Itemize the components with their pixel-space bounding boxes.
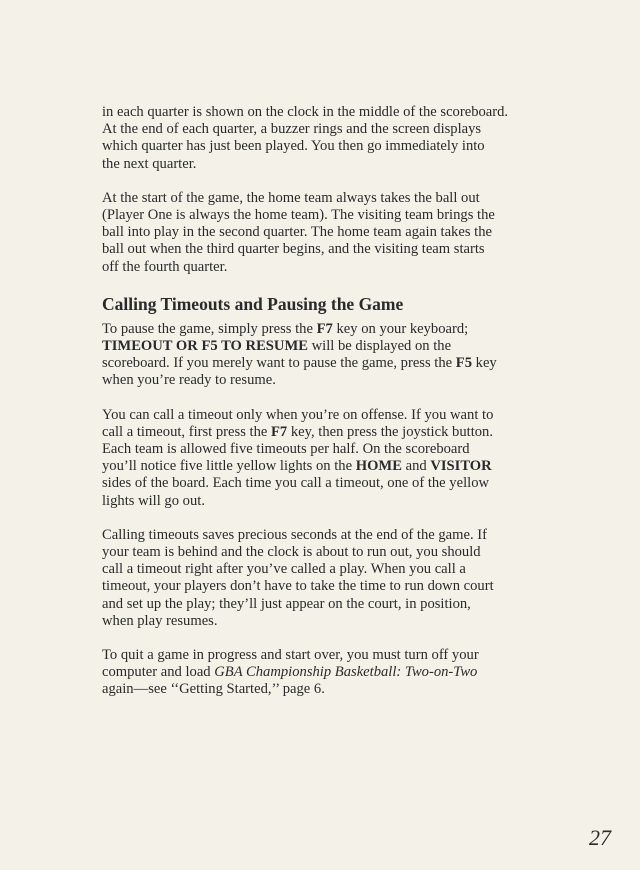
paragraph-pause-game: [102, 321, 542, 390]
text-line: (Player One is always the home team). The visiting team brings the: [102, 207, 495, 224]
text-line: [102, 338, 542, 355]
text-fragment: key on your keyboard;: [332, 320, 469, 337]
paragraph-quit-game: [102, 647, 542, 699]
text-line: in each quarter is shown on the clock in the middle of the scoreboard.: [102, 104, 509, 120]
text-fragment: and: [401, 458, 431, 475]
text-fragment: key: [472, 355, 497, 372]
page-number: 27: [589, 825, 611, 850]
text-line: which quarter has just been played. You then go immediately into: [102, 138, 485, 155]
scoreboard-label-visitor: VISITOR: [430, 458, 492, 475]
text-line: timeout, your players don’t have to take the time to run down court: [102, 578, 494, 595]
text-line: ball out when the third quarter begins, and the visiting team starts: [102, 241, 485, 258]
key-name: F7: [271, 423, 288, 440]
text-line: lights will go out.: [102, 492, 205, 509]
text-fragment: scoreboard. If you merely want to pause the game, press the: [102, 355, 456, 372]
paragraph-quarter-clock: [102, 104, 542, 173]
text-line: when you’re ready to resume.: [102, 372, 276, 389]
game-title: GBA Championship Basketball: Two-on-Two: [214, 664, 478, 681]
section-heading: Calling Timeouts and Pausing the Game: [102, 293, 404, 314]
text-fragment: you’ll notice five little yellow lights on the: [102, 458, 356, 475]
text-line: off the fourth quarter.: [102, 258, 228, 275]
text-fragment: call a timeout, first press the: [102, 423, 271, 440]
text-line: At the start of the game, the home team always takes the ball out: [102, 189, 480, 206]
text-line: ball into play in the second quarter. The home team again takes the: [102, 224, 492, 241]
text-line: again—see ‘‘Getting Started,’’ page 6.: [102, 681, 325, 698]
paragraph-ball-possession: [102, 190, 542, 276]
scoreboard-label-home: HOME: [355, 458, 402, 475]
text-line: Each team is allowed five timeouts per half. On the scoreboard: [102, 441, 470, 458]
text-line: your team is behind and the clock is about to run out, you should: [102, 544, 481, 561]
text-line: [102, 664, 542, 681]
page-body: [102, 104, 542, 716]
text-line: At the end of each quarter, a buzzer rings and the screen displays: [102, 121, 482, 138]
text-line: [102, 424, 542, 441]
key-name: F5: [455, 355, 472, 372]
text-line: [102, 321, 542, 338]
text-line: To quit a game in progress and start over, you must turn off your: [102, 647, 479, 664]
text-fragment: key, then press the joystick button.: [287, 423, 493, 440]
text-fragment: will be displayed on the: [307, 338, 452, 355]
text-line: the next quarter.: [102, 155, 197, 172]
text-line: Calling timeouts saves precious seconds at the end of the game. If: [102, 526, 488, 543]
text-fragment: computer and load: [102, 664, 215, 681]
key-name: F7: [316, 320, 333, 337]
text-line: sides of the board. Each time you call a timeout, one of the yellow: [102, 475, 490, 492]
text-line: and set up the play; they’ll just appear on the court, in position,: [102, 595, 471, 612]
text-line: [102, 355, 542, 372]
paragraph-call-timeout: [102, 407, 542, 510]
paragraph-timeout-strategy: [102, 527, 542, 630]
text-fragment: To pause the game, simply press the: [102, 320, 317, 337]
text-line: call a timeout right after you’ve called a play. When you call a: [102, 561, 466, 578]
text-line: when play resumes.: [102, 612, 218, 629]
text-line: You can call a timeout only when you’re on offense. If you want to: [102, 406, 494, 423]
scoreboard-message: TIMEOUT OR F5 TO RESUME: [102, 338, 308, 355]
text-line: [102, 458, 542, 475]
